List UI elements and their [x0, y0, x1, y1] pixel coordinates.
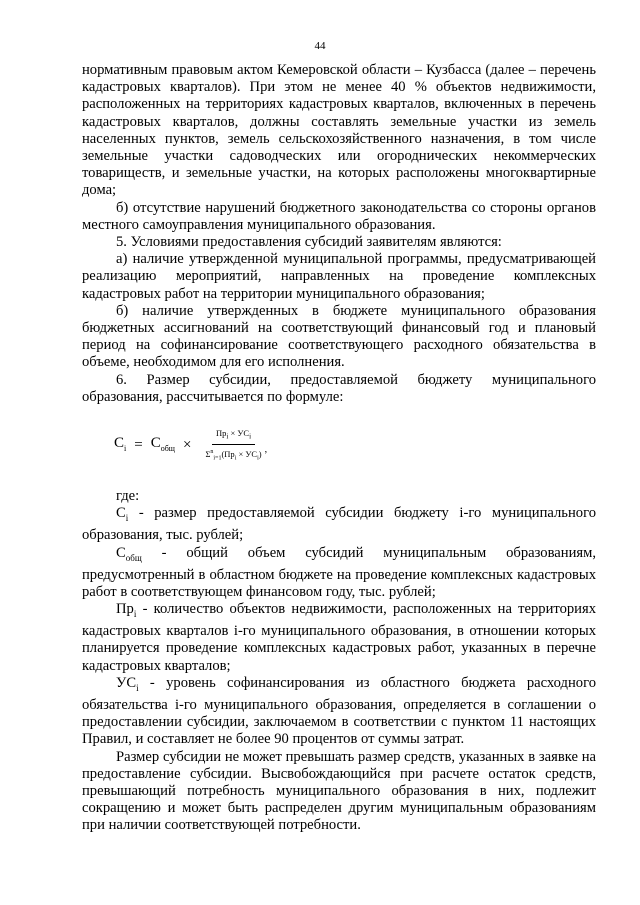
formula-lhs: $С_i$: [114, 434, 127, 453]
paragraph-condition-b: б) отсутствие нарушений бюджетного законодательства со стороны органов местного самоуправления муниципального образования.: [82, 199, 596, 233]
paragraph-item-5: 5. Условиями предоставления субсидий заявителям являются:: [116, 234, 502, 251]
definition-cobsh: $С_{общ}$ - общий объем субсидий муниципальным образованиям, предусмотренный в областном бюджете на проведение комплексных кадастровых работ в соответствующем финансовом году, тыс. рублей;: [82, 544, 596, 600]
page-number: 44: [314, 40, 326, 52]
paragraph-item-5a: а) наличие утвержденной муниципальной программы, предусматривающей реализацию мероприятий, направленных на проведение комплексных кадастровых работ на территории муниципального образования;: [82, 251, 596, 302]
formula-equals: =: [134, 437, 143, 454]
formula-fraction: [203, 428, 263, 463]
definition-ci: $С_i$ - размер предоставляемой субсидии бюджету i-го муниципального образования, тыс. рублей;: [82, 505, 596, 544]
paragraph-where: где:: [116, 488, 140, 505]
subsidy-formula: [114, 428, 596, 464]
paragraph-item-5b: б) наличие утвержденных в бюджете муниципального образования бюджетных ассигнований на соответствующий финансовый год и плановый период на софинансирование соответствующего расходного обязательства в объеме, необходимом для его исполнения.: [82, 302, 596, 371]
formula-times: ×: [182, 437, 192, 454]
formula-c-total: $С_{общ}$: [150, 434, 175, 453]
paragraph-subsidy-limit: Размер субсидии не может превышать размер средств, указанных в заявке на предоставление субсидии. Высвобождающийся при расчете остаток средств, превышающий потребность муниципального образования в них, подлежит сокращению и может быть распределен другим муниципальным образованиям при наличии соответствующей потребности.: [82, 748, 596, 834]
formula-numerator: $Пр_i \times УС_i$: [212, 428, 255, 445]
paragraph-continuation: нормативным правовым актом Кемеровской области – Кузбасса (далее – перечень кадастровых кварталов). При этом не менее 40 % объектов недвижимости, расположенных на территориях кадастровых кварталов, включенных в перечень кадастровых кварталов, должны составлять земельные участки из земель населенных пунктов, земель сельскохозяйственного назначения, в том числе земельные участки садоводческих или огороднических некоммерческих товариществ, и земельные участки, на которых расположены многоквартирные дома;: [82, 62, 596, 199]
paragraph-item-6: 6. Размер субсидии, предоставляемой бюджету муниципального образования, рассчитывается по формуле:: [82, 371, 596, 405]
formula-comma: ,: [264, 443, 268, 455]
formula-denominator: $\Sigma^n_{i=1}(Пр_i \times УС_i)$: [205, 448, 262, 462]
page-body: [82, 62, 596, 835]
definition-pri: $Пр_i$ - количество объектов недвижимости, расположенных на территориях кадастровых кварталов i-го муниципального образования, в отношении которых планируется проведение комплексных кадастровых работ, указанных в перечне кадастровых кварталов;: [82, 601, 596, 674]
definition-usi: $УС_i$ - уровень софинансирования из областного бюджета расходного обязательства i-го муниципального образования, определяется в соглашении о предоставлении субсидии, заключаемом в соответствии с пунктом 11 настоящих Правил, и составляет не более 90 процентов от суммы затрат.: [82, 674, 596, 748]
